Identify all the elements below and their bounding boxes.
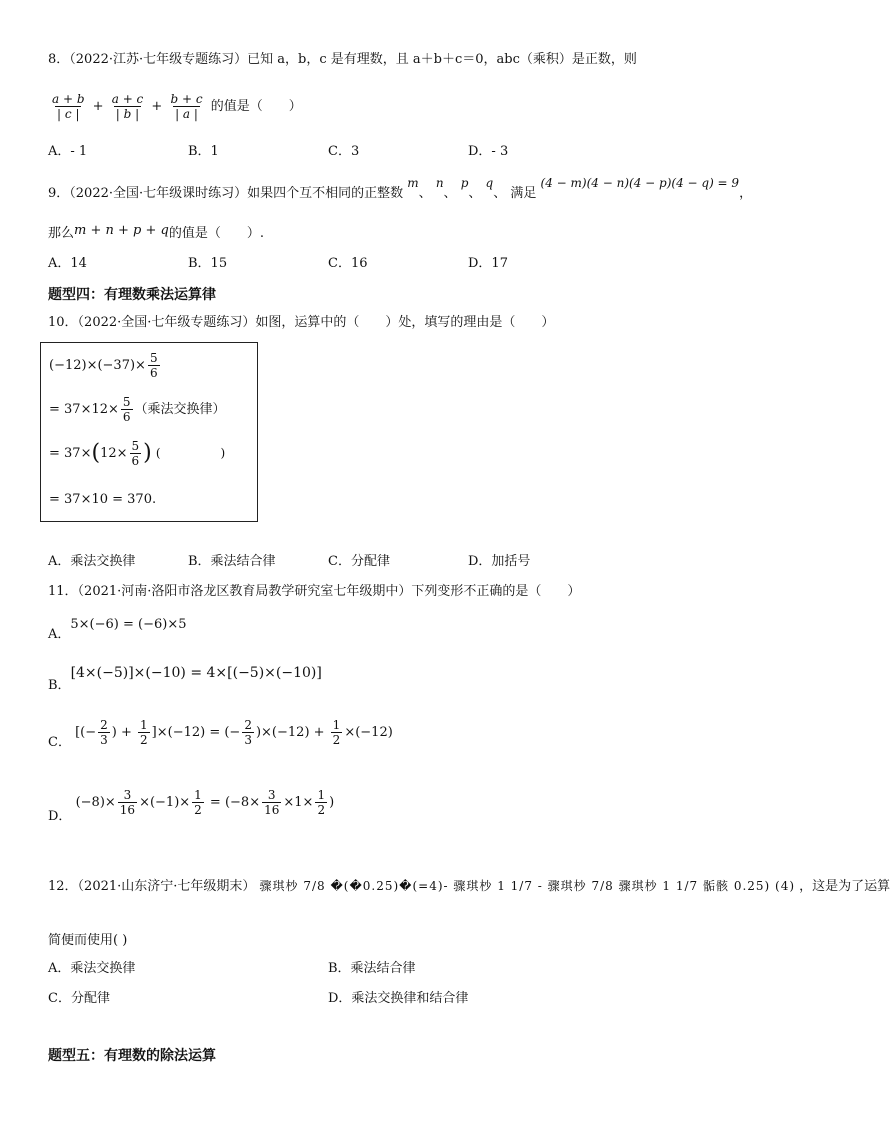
q9-line2: 那么m + n + p + q的值是（ ）.: [48, 223, 264, 241]
q8-option-d[interactable]: D．- 3: [468, 144, 509, 159]
q8-stem: 8．（2022·江苏·七年级专题练习）已知 a，b，c 是有理数，且 a＋b＋c＝0，abc（乘积）是正数，则: [48, 52, 637, 67]
section-5-title: 题型五：有理数的除法运算: [48, 1048, 216, 1064]
q12-option-a[interactable]: A．乘法交换律: [48, 961, 136, 976]
q10-row-2: = 37×12× $\frac{5}{6}$ （乘法交换律）: [49, 395, 226, 424]
q10-row-4: = 37×10 = 370.: [49, 492, 157, 507]
section-4-title: 题型四：有理数乘法运算律: [48, 287, 216, 303]
q10-option-a[interactable]: A．乘法交换律: [48, 554, 136, 569]
q9-option-a[interactable]: A．14: [48, 256, 87, 271]
q10-calculation-box: [40, 342, 258, 522]
q10-option-b[interactable]: B．乘法结合律: [188, 554, 276, 569]
q10-stem: 10．（2022·全国·七年级专题练习）如图，运算中的（ ）处，填写的理由是（ ）: [48, 315, 555, 330]
q8-option-b[interactable]: B．1: [188, 144, 219, 159]
q11-option-c[interactable]: C． [(− $\frac{2}{3}$ ) + $\frac{1}{2}$ ]×(−12) = (− $\frac{2}{3}$ )×(−12) + $\frac{1}{2}$ ×(−12): [48, 718, 393, 750]
q8-option-c[interactable]: C．3: [328, 144, 360, 159]
q10-row-3: = 37×(12× $\frac{5}{6}$ ) ( ): [49, 439, 226, 468]
q12-stem: 12．（2021·山东济宁·七年级期末） 骤琪杪 7/8 �(�0.25)�(=4)- 骤琪杪 1 1/7 - 骤琪杪 7/8 骤琪杪 1 1/7 骺骸 0.25) (4) ，这是为了运算: [48, 879, 890, 894]
q8-option-a[interactable]: A．- 1: [48, 144, 88, 159]
q9-option-d[interactable]: D．17: [468, 256, 508, 271]
q12-garbled-expression: 骤琪杪 7/8 �(�0.25)�(=4)- 骤琪杪 1 1/7 - 骤琪杪 7/8 骤琪杪 1 1/7 骺骸 0.25) (4): [259, 879, 796, 893]
q8-fraction-2: $\frac{a + c}{| b |}$: [111, 92, 144, 121]
q11-option-d[interactable]: D． (−8)× $\frac{3}{16}$ ×(−1)× $\frac{1}{2}$ = (−8× $\frac{3}{16}$ ×1× $\frac{1}{2}$ ): [48, 788, 335, 824]
q10-row-1: (−12)×(−37)× $\frac{5}{6}$: [49, 351, 158, 380]
q9-option-c[interactable]: C．16: [328, 256, 368, 271]
q12-option-c[interactable]: C．分配律: [48, 991, 110, 1006]
q11-option-a[interactable]: A．5×(−6) = (−6)×5: [48, 617, 187, 642]
q10-option-d[interactable]: D．加括号: [468, 554, 531, 569]
q12-option-d[interactable]: D．乘法交换律和结合律: [328, 991, 469, 1006]
q8-fraction-1: $\frac{a + b}{| c |}$: [52, 92, 85, 121]
q8-tail: 的值是（ ）: [210, 99, 302, 114]
q12-option-b[interactable]: B．乘法结合律: [328, 961, 416, 976]
q9-stem: 9．（2022·全国·七年级课时练习）如果四个互不相同的正整数 m、 n、 p、 q、 满足 (4 − m)(4 − n)(4 − p)(4 − q) = 9，: [48, 176, 753, 201]
q9-equation: (4 − m)(4 − n)(4 − p)(4 − q) = 9: [540, 176, 740, 190]
q11-option-b[interactable]: B．[4×(−5)]×(−10) = 4×[(−5)×(−10)]: [48, 665, 322, 693]
q10-option-c[interactable]: C．分配律: [328, 554, 390, 569]
q8-fraction-3: $\frac{b + c}{| a |}$: [170, 92, 203, 121]
q9-option-b[interactable]: B．15: [188, 256, 228, 271]
q8-expression: $\frac{a + b}{| c |}$ + $\frac{a + c}{| b |}$ + $\frac{b + c}{| a |}$ 的值是（ ）: [52, 92, 302, 121]
q10-blank: ( ): [155, 446, 226, 460]
q12-line2: 简便而使用( ): [48, 933, 128, 948]
q11-stem: 11．（2021·河南·洛阳市洛龙区教育局教学研究室七年级期中）下列变形不正确的是（ ）: [48, 584, 581, 599]
